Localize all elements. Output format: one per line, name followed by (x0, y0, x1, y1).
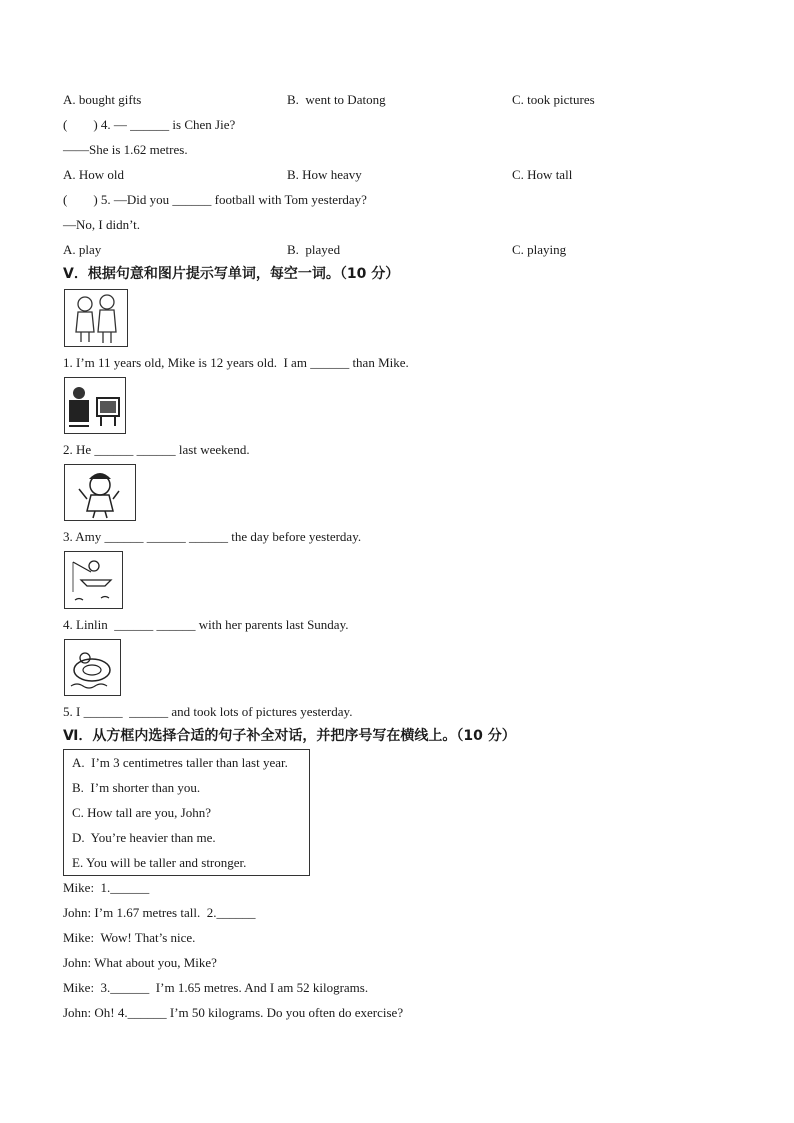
q4-option-c: C. How tall (512, 167, 573, 182)
section-5-item-2: 2. He ______ ______ last weekend. (63, 442, 250, 457)
section-5-item-1: 1. I’m 11 years old, Mike is 12 years old. I am ______ than Mike. (63, 355, 409, 370)
option-c: C. How tall are you, John? (72, 805, 212, 820)
section-6-heading: Ⅵ．从方框内选择合适的句子补全对话，并把序号写在横线上。（10 分） (63, 728, 516, 744)
dialogue-line-1: Mike: 1.______ (63, 880, 150, 895)
boy-cold-icon (64, 464, 136, 521)
q3-option-a: A. bought gifts (63, 92, 142, 107)
option-d: D. You’re heavier than me. (72, 830, 216, 845)
q5-option-c: C. playing (512, 242, 567, 257)
q5-option-b: B. played (287, 242, 341, 257)
q5-answer-line: —No, I didn’t. (63, 217, 141, 232)
q4-option-b: B. How heavy (287, 167, 362, 182)
q4-question: ( ) 4. — ______ is Chen Jie? (63, 117, 236, 132)
dialogue-line-3: Mike: Wow! That’s nice. (63, 930, 196, 945)
q5-option-a: A. play (63, 242, 102, 257)
watching-tv-icon (64, 377, 126, 434)
q3-option-b: B. went to Datong (287, 92, 386, 107)
fishing-boat-icon (64, 551, 123, 609)
section-5-item-4: 4. Linlin ______ ______ with her parents last Sunday. (63, 617, 349, 632)
option-a: A. I’m 3 centimetres taller than last year. (72, 755, 288, 770)
two-kids-icon (64, 289, 128, 347)
section-5-heading: Ⅴ．根据句意和图片提示写单词，每空一词。（10 分） (63, 266, 400, 282)
dialogue-line-2: John: I’m 1.67 metres tall. 2.______ (63, 905, 256, 920)
dialogue-line-6: John: Oh! 4.______ I’m 50 kilograms. Do you often do exercise? (63, 1005, 404, 1020)
option-e: E. You will be taller and stronger. (72, 855, 247, 870)
q3-option-c: C. took pictures (512, 92, 595, 107)
dialogue-line-5: Mike: 3.______ I’m 1.65 metres. And I am 52 kilograms. (63, 980, 369, 995)
option-b: B. I’m shorter than you. (72, 780, 201, 795)
q4-option-a: A. How old (63, 167, 125, 182)
dialogue-line-4: John: What about you, Mike? (63, 955, 217, 970)
section-5-item-3: 3. Amy ______ ______ ______ the day before yesterday. (63, 529, 362, 544)
section-5-item-5: 5. I ______ ______ and took lots of pictures yesterday. (63, 704, 353, 719)
q4-answer-line: ——She is 1.62 metres. (63, 142, 188, 157)
swimming-icon (64, 639, 121, 696)
q5-question: ( ) 5. —Did you ______ football with Tom yesterday? (63, 192, 367, 207)
options-box (63, 749, 310, 876)
